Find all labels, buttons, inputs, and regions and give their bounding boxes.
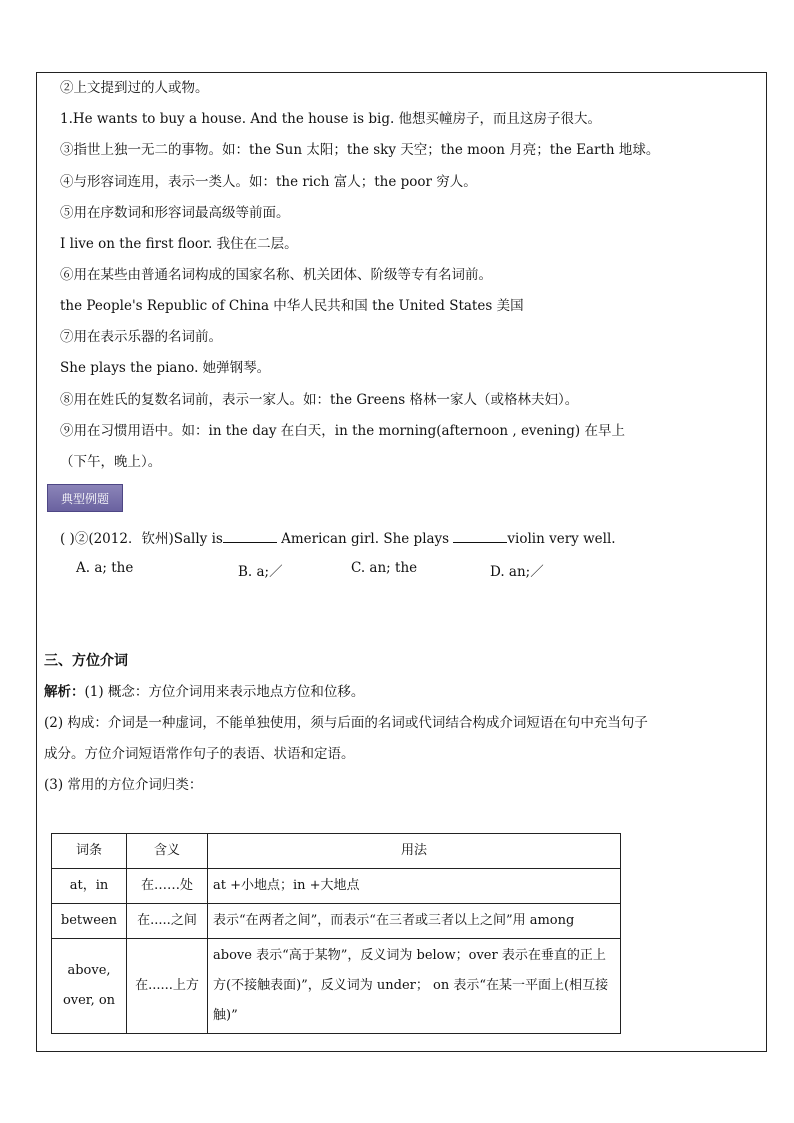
text-line: I live on the first floor. 我住在二层。 bbox=[60, 236, 298, 252]
table-cell-meaning: 在.....之间 bbox=[127, 904, 208, 939]
option-a: A. a; the bbox=[76, 560, 134, 576]
table-cell-usage: at +小地点；in +大地点 bbox=[208, 869, 621, 904]
table-cell-usage: 表示“在两者之间”，而表示“在三者或三者以上之间”用 among bbox=[208, 904, 621, 939]
text-line: （下午，晚上）。 bbox=[60, 454, 162, 470]
text-line: ③指世上独一无二的事物。如：the Sun 太阳；the sky 天空；the moon 月亮；the Earth 地球。 bbox=[60, 142, 660, 158]
text-line: 成分。方位介词短语常作句子的表语、状语和定语。 bbox=[44, 746, 355, 762]
text-line: ⑨用在习惯用语中。如：in the day 在白天，in the morning(afternoon , evening) 在早上 bbox=[60, 423, 625, 439]
table-cell-word: between bbox=[52, 904, 127, 939]
example-question bbox=[60, 530, 616, 547]
table-header: 词条 bbox=[52, 834, 127, 869]
option-b: B. a;／ bbox=[238, 564, 283, 580]
table-cell-word: above, over, on bbox=[52, 939, 127, 1034]
table-cell-meaning: 在……处 bbox=[127, 869, 208, 904]
question-mid: American girl. She plays bbox=[276, 531, 454, 547]
analysis-line bbox=[44, 686, 364, 700]
table-header-row bbox=[52, 834, 621, 869]
text-line: She plays the piano. 她弹钢琴。 bbox=[60, 360, 271, 376]
analysis-text: (1) 概念：方位介词用来表示地点方位和位移。 bbox=[84, 684, 365, 700]
text-line: ④与形容词连用，表示一类人。如：the rich 富人；the poor 穷人。 bbox=[60, 174, 477, 190]
table-cell-word: at，in bbox=[52, 869, 127, 904]
text-line: the People's Republic of China 中华人民共和国 the United States 美国 bbox=[60, 298, 524, 314]
section-heading: 三、方位介词 bbox=[44, 653, 128, 669]
text-line: (3) 常用的方位介词归类： bbox=[44, 777, 203, 793]
answer-blank-2[interactable] bbox=[453, 530, 507, 543]
analysis-label: 解析： bbox=[44, 684, 85, 700]
text-line: ⑦用在表示乐器的名词前。 bbox=[60, 329, 222, 345]
example-badge: 典型例题 bbox=[47, 484, 123, 512]
table-cell-meaning: 在......上方 bbox=[127, 939, 208, 1034]
text-line: (2) 构成：介词是一种虚词，不能单独使用，须与后面的名词或代词结合构成介词短语在句中充当句子 bbox=[44, 715, 648, 731]
table-row bbox=[52, 939, 621, 1034]
option-c: C. an; the bbox=[351, 560, 418, 576]
table-cell-usage: above 表示“高于某物”，反义词为 below；over 表示在垂直的正上方(不接触表面)”，反义词为 under； on 表示“在某一平面上(相互接触)” bbox=[208, 939, 621, 1034]
text-line: 1.He wants to buy a house. And the house is big. 他想买幢房子，而且这房子很大。 bbox=[60, 111, 602, 127]
text-line: ⑤用在序数词和形容词最高级等前面。 bbox=[60, 205, 290, 221]
text-line: ⑥用在某些由普通名词构成的国家名称、机关团体、阶级等专有名词前。 bbox=[60, 267, 492, 283]
table-header: 用法 bbox=[208, 834, 621, 869]
text-line: ⑧用在姓氏的复数名词前，表示一家人。如：the Greens 格林一家人（或格林夫妇）。 bbox=[60, 392, 579, 408]
text-line: ②上文提到过的人或物。 bbox=[60, 80, 209, 96]
table-row bbox=[52, 904, 621, 939]
option-d: D. an;／ bbox=[490, 564, 544, 580]
question-prefix: ( )②(2012．钦州)Sally is bbox=[60, 531, 223, 547]
answer-blank-1[interactable] bbox=[223, 530, 277, 543]
table-row bbox=[52, 869, 621, 904]
preposition-table bbox=[51, 833, 621, 1034]
question-suffix: violin very well. bbox=[507, 531, 616, 547]
table-header: 含义 bbox=[127, 834, 208, 869]
